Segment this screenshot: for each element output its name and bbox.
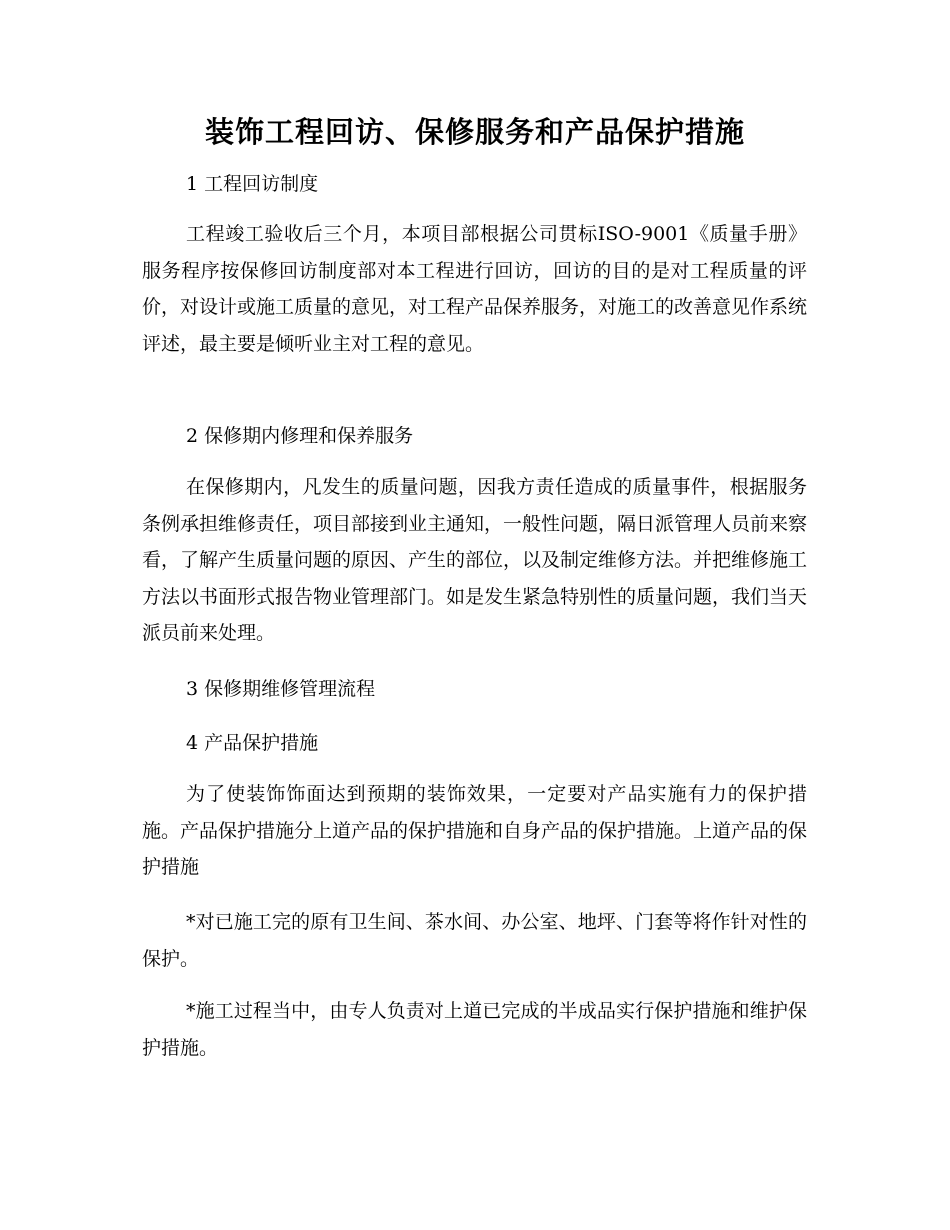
section-3-heading: 3 保修期维修管理流程 bbox=[186, 678, 376, 700]
section-4-heading: 4 产品保护措施 bbox=[186, 732, 319, 754]
section-2-paragraph: 在保修期内，凡发生的质量问题，因我方责任造成的质量事件，根据服务条例承担维修责任，项目部接到业主通知，一般性问题，隔日派管理人员前来察看，了解产生质量问题的原因、产生的部位，以及制定维修方法。并把维修施工方法以书面形式报告物业管理部门。如是发生紧急特别性的质量问题，我们当天派员前来处理。 bbox=[142, 476, 808, 644]
bullet-item-2: *施工过程当中，由专人负责对上道已完成的半成品实行保护措施和维护保护措施。 bbox=[142, 1000, 807, 1059]
document-title: 装饰工程回访、保修服务和产品保护措施 bbox=[204, 115, 745, 149]
section-4-paragraph: 为了使装饰饰面达到预期的装饰效果，一定要对产品实施有力的保护措施。产品保护措施分上道产品的保护措施和自身产品的保护措施。上道产品的保护措施 bbox=[142, 783, 808, 878]
section-1-heading: 1 工程回访制度 bbox=[186, 173, 319, 195]
section-1-paragraph: 工程竣工验收后三个月，本项目部根据公司贯标ISO-9001《质量手册》服务程序按保修回访制度部对本工程进行回访，回访的目的是对工程质量的评价，对设计或施工质量的意见，对工程产品保养服务，对施工的改善意见作系统评述，最主要是倾听业主对工程的意见。 bbox=[142, 223, 808, 355]
bullet-item-1: *对已施工完的原有卫生间、茶水间、办公室、地坪、门套等将作针对性的保护。 bbox=[142, 911, 807, 970]
section-2-heading: 2 保修期内修理和保养服务 bbox=[186, 425, 414, 447]
